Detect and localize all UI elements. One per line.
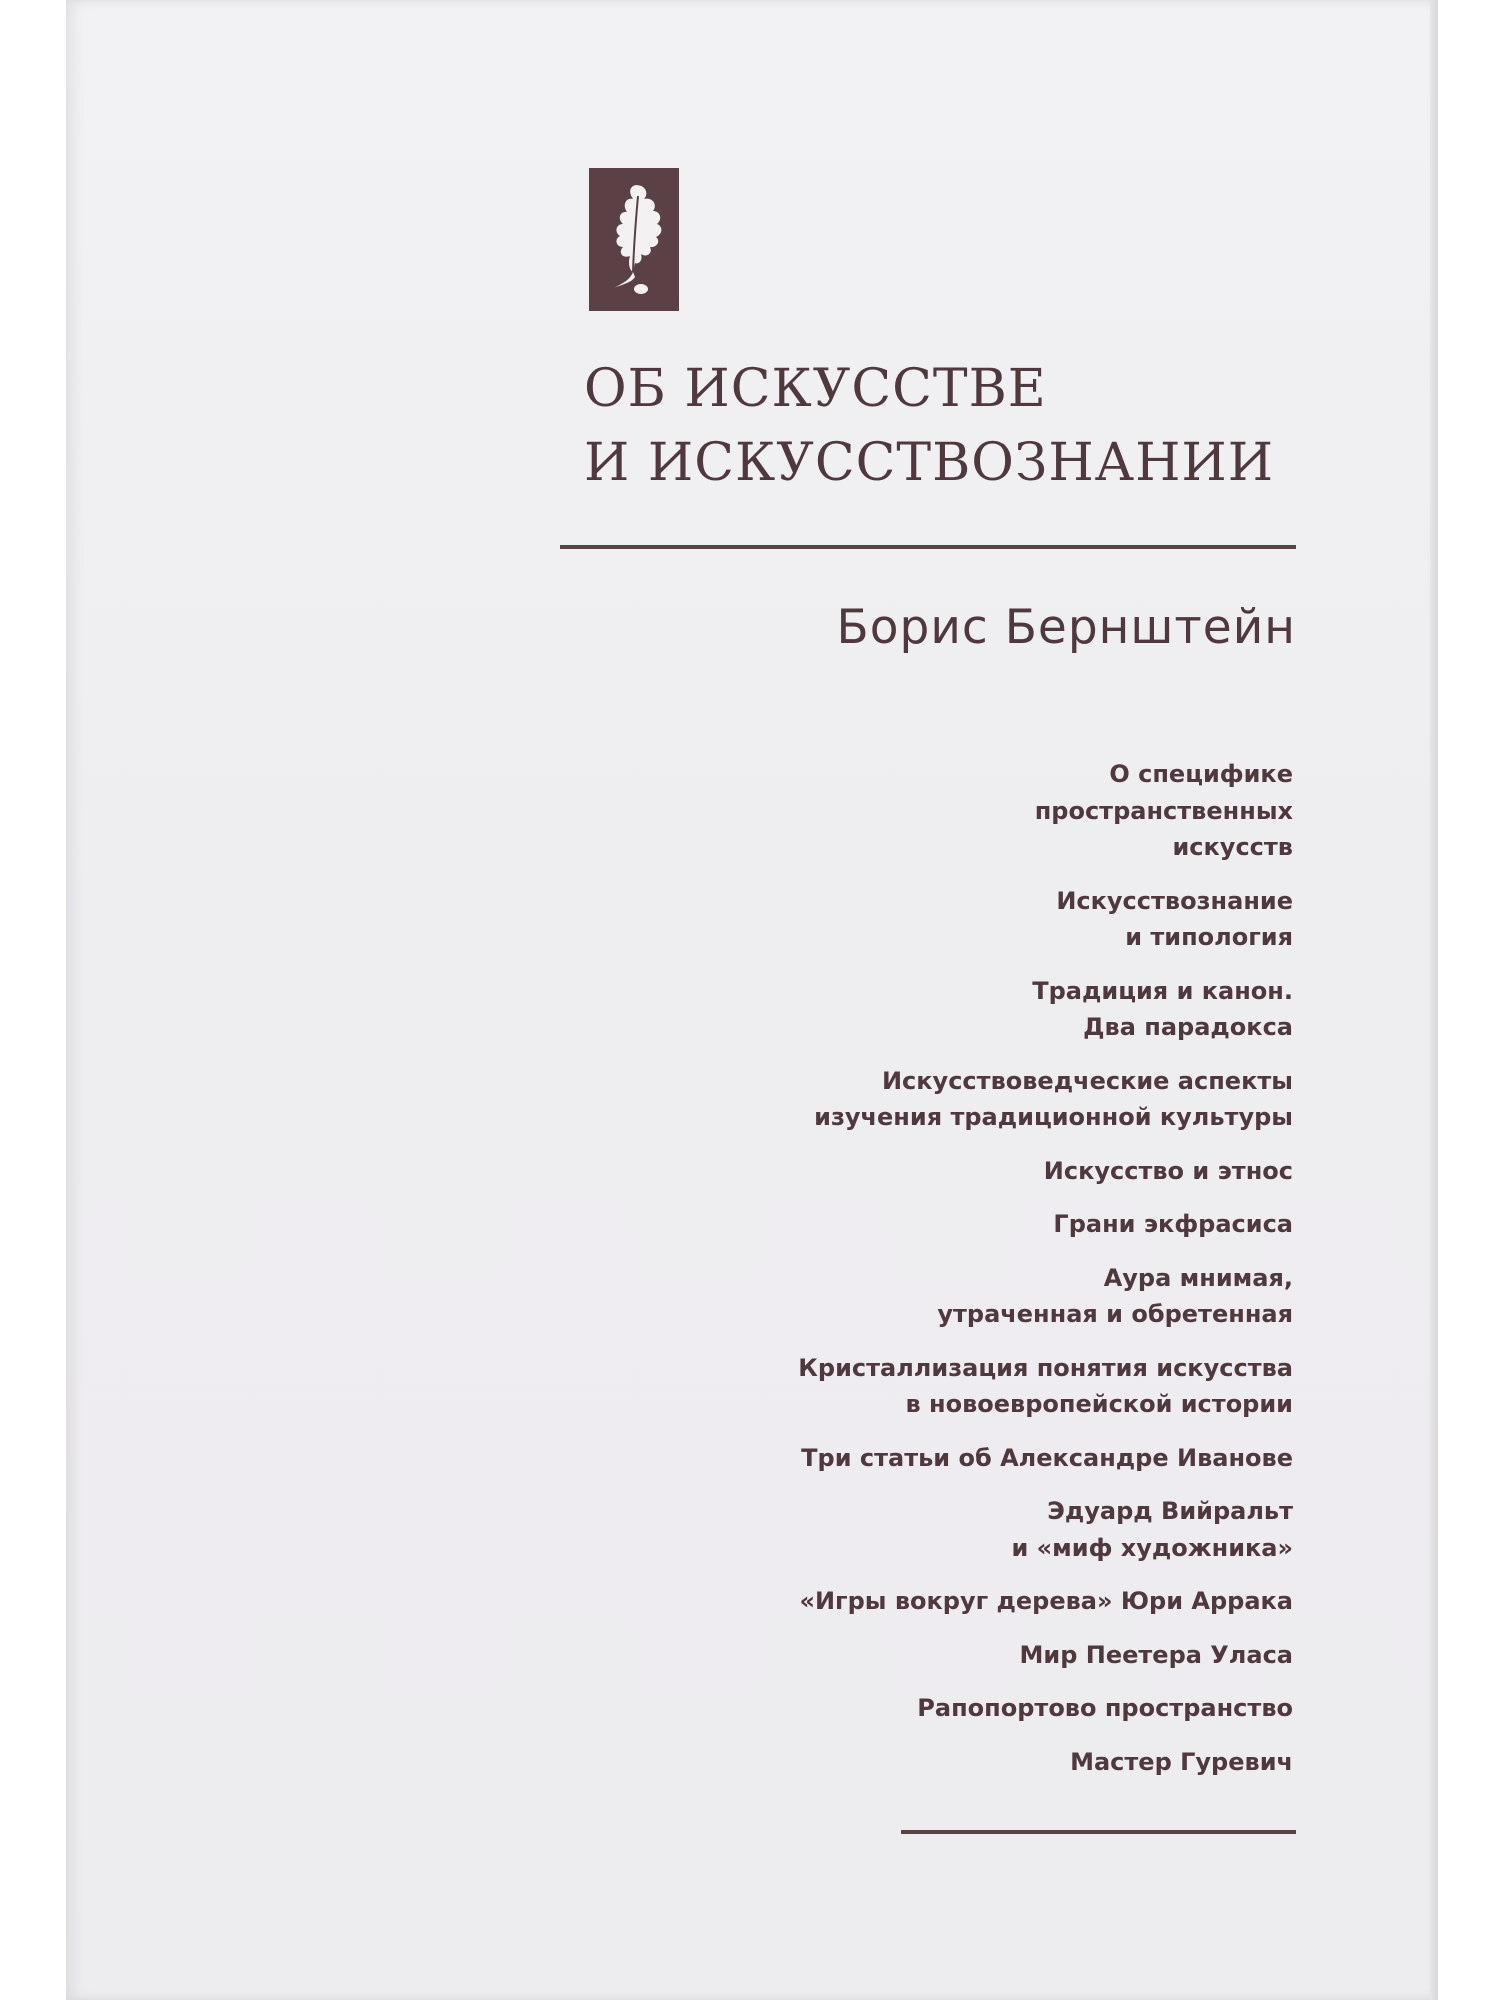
contents-entry [593,1350,1293,1423]
contents-line: Рапопортово пространство [917,1694,1293,1722]
contents-line: Искусствознание [1056,886,1293,915]
book-title [584,352,1324,500]
contents-entry [593,1206,1293,1243]
contents-line: «Игры вокруг дерева» Юри Аррака [799,1587,1293,1615]
contents-entry [593,1690,1293,1727]
contents-line: Три статьи об Александре Иванове [801,1443,1293,1472]
contents-line: Искусство и этнос [1043,1156,1293,1185]
contents-entry [593,973,1293,1046]
contents-line: изучения традиционной культуры [814,1103,1293,1131]
contents-entry [593,1744,1293,1781]
contents-line: Грани экфрасиса [1053,1210,1293,1238]
contents-entry [593,1260,1293,1333]
contents-line: пространственных [1034,796,1293,825]
contents-line: Кристаллизация понятия искусства [798,1353,1293,1382]
contents-line: О специфике [1109,760,1293,788]
contents-entry [593,1583,1293,1620]
contents-line: и «миф художника» [1011,1533,1293,1562]
title-line-2: И ИСКУССТВОЗНАНИИ [584,433,1275,493]
oak-leaf-icon [589,168,679,311]
contents-entry [593,1493,1293,1566]
contents-list [593,756,1293,1797]
title-line-1: ОБ ИСКУССТВЕ [584,359,1047,419]
contents-line: Два парадокса [1083,1013,1293,1041]
contents-entry [593,1063,1293,1136]
oak-leaf-graphic [589,168,679,311]
contents-line: Аура мнимая, [1103,1263,1293,1292]
contents-line: Мир Пеетера Уласа [1019,1640,1293,1669]
bottom-divider [901,1830,1296,1834]
leaf-stem [614,272,635,288]
author-name: Борис Бернштейн [836,600,1296,655]
cover-edge [1430,0,1438,2000]
contents-entry [593,1440,1293,1477]
contents-line: в новоевропейской истории [905,1390,1293,1418]
contents-line: Мастер Гуревич [1070,1747,1293,1776]
oak-leaf-shape [616,185,661,272]
contents-line: искусств [1172,833,1293,861]
contents-line: Традиция и канон. [1032,976,1293,1005]
contents-entry [593,883,1293,956]
contents-line: и типология [1125,923,1293,951]
title-divider [560,545,1296,549]
contents-entry [593,756,1293,866]
contents-entry [593,1153,1293,1190]
acorn-shape [634,284,648,294]
contents-line: Эдуард Вийральт [1047,1497,1293,1525]
contents-line: Искусствоведческие аспекты [881,1066,1293,1095]
contents-entry [593,1637,1293,1674]
contents-line: утраченная и обретенная [937,1300,1293,1328]
